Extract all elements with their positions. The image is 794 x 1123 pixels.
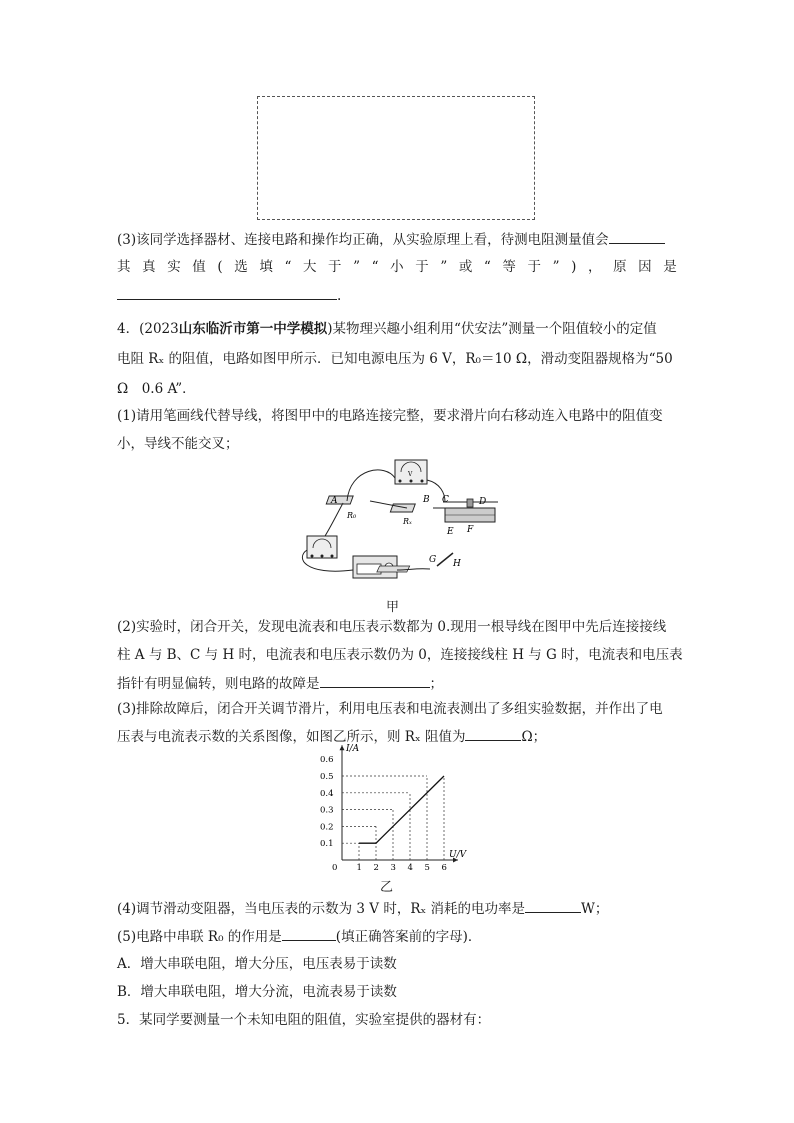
q3-line2-char: 原 [613,259,627,275]
q3-line2-char: 实 [167,259,181,275]
x-tick-label: 6 [441,863,447,873]
q3-line2-char: 因 [638,259,652,275]
q3-line2-char: ( [217,259,223,275]
svg-text:V: V [408,471,413,478]
q3-part3-line3: . [117,285,341,306]
q3-line2-char: “ [371,259,379,275]
q3-line2-char: 其 [117,259,131,275]
q4-p5-line: (5)电路中串联 R₀ 的作用是 (填正确答案前的字母)． [117,926,481,947]
q4-line3: Ω 0.6 A”． [117,381,196,397]
q3-line2-char: 或 [458,259,473,275]
q3-part3-line1: (3)该同学选择器材、连接电路和操作均正确，从实验原理上看，待测电阻测量值会 [117,229,665,250]
option-a: A．增大串联电阻，增大分压，电压表易于读数 [117,956,397,972]
q3-line2-char: 选 [234,259,248,275]
option-b: B．增大串联电阻，增大分流，电流表易于读数 [117,984,397,1000]
q4-p2-line3: 指针有明显偏转，则电路的故障是 ； [117,673,443,694]
x-tick-label: 1 [356,863,362,873]
figure-yi-caption: 乙 [380,880,394,895]
x-tick-label: 3 [390,863,396,873]
y-tick-label: 0.4 [320,788,334,799]
q3-line2-char: ) [571,259,577,275]
figure-jia-caption: 甲 [386,600,400,615]
label-b: B [423,495,430,505]
answer-box [257,96,535,220]
x-tick-label: 0 [332,863,338,873]
y-axis-label: I/A [346,744,360,755]
q3-part3-line2 [117,257,677,277]
q3-line2-char: 是 [663,259,677,275]
y-tick-label: 0.6 [320,755,334,766]
q3-line2-char: 小 [390,259,404,275]
q4-p2-line2: 柱 A 与 B、C 与 H 时，电流表和电压表示数仍为 0，连接接线柱 H 与 G 时，电流表和电压表 [117,647,683,663]
q4-p3-line2: 压表与电流表示数的关系图像，如图乙所示，则 Rₓ 阻值为 Ω； [117,726,546,747]
label-f: F [467,525,474,535]
q3-line2-char: 于 [328,259,342,275]
y-tick-label: 0.1 [320,839,334,850]
x-axis-label: U/V [449,850,467,860]
q4-p1-line2: 小，导线不能交叉； [117,436,239,452]
label-h: H [453,559,461,569]
voltmeter-icon [395,460,427,484]
q4-line2: 电阻 Rₓ 的阻值，电路如图甲所示．已知电源电压为 6 V，R₀＝10 Ω，滑动变阻器规格为“50 [117,351,673,367]
x-tick-label: 2 [373,863,379,873]
q4-p2-line1: (2)实验时，闭合开关，发现电流表和电压表示数都为 0.现用一根导线在图甲中先后连接接线 [117,619,667,635]
q4-p3-line1: (3)排除故障后，闭合开关调节滑片，利用电压表和电流表测出了多组实验数据，并作出了电 [117,701,663,717]
y-tick-label: 0.5 [320,772,334,782]
y-tick-label: 0.3 [320,805,334,816]
label-r0: R₀ [347,511,357,520]
y-tick-label: 0.2 [320,822,334,833]
q3-line2-char: “ [284,259,292,275]
label-a: A [331,496,338,506]
label-c: C [442,495,449,505]
q4-line1: 4．(2023山东临沂市第一中学模拟)某物理兴趣小组利用“伏安法”测量一个阻值较小的定值 [117,321,657,337]
q3-line2-char: 于 [527,259,541,275]
ammeter-icon [307,536,337,558]
iu-chart [310,744,480,878]
q3-line2-char: 等 [502,259,516,275]
q4-p1-line1: (1)请用笔画线代替导线，将图甲中的电路连接完整，要求滑片向右移动连入电路中的阻值变 [117,408,663,424]
q3-line2-char: 真 [142,259,156,275]
q3-line2-char: 于 [415,259,429,275]
q4-p4-line: (4)调节滑动变阻器，当电压表的示数为 3 V 时，Rₓ 消耗的电功率是 W； [117,898,608,919]
q3-line2-char: “ [483,259,491,275]
q3-line2-char: ” [353,259,361,275]
label-g: G [429,555,437,565]
q3-line2-char: ” [552,259,560,275]
q5-line: 5．某同学要测量一个未知电阻的阻值，实验室提供的器材有： [117,1012,491,1028]
label-e: E [447,527,454,537]
label-rx: Rₓ [403,517,412,526]
rheostat-icon [443,499,498,522]
x-tick-label: 5 [424,863,430,873]
label-d: D [479,497,487,507]
q3-line2-char: 填 [259,259,273,275]
x-tick-label: 4 [407,863,413,873]
q3-line2-char: ” [440,259,448,275]
q3-line2-char: 值 [192,259,206,275]
q3-line2-char: 大 [302,259,317,275]
q3-line2-char: ， [587,259,602,275]
circuit-figure [295,458,510,583]
